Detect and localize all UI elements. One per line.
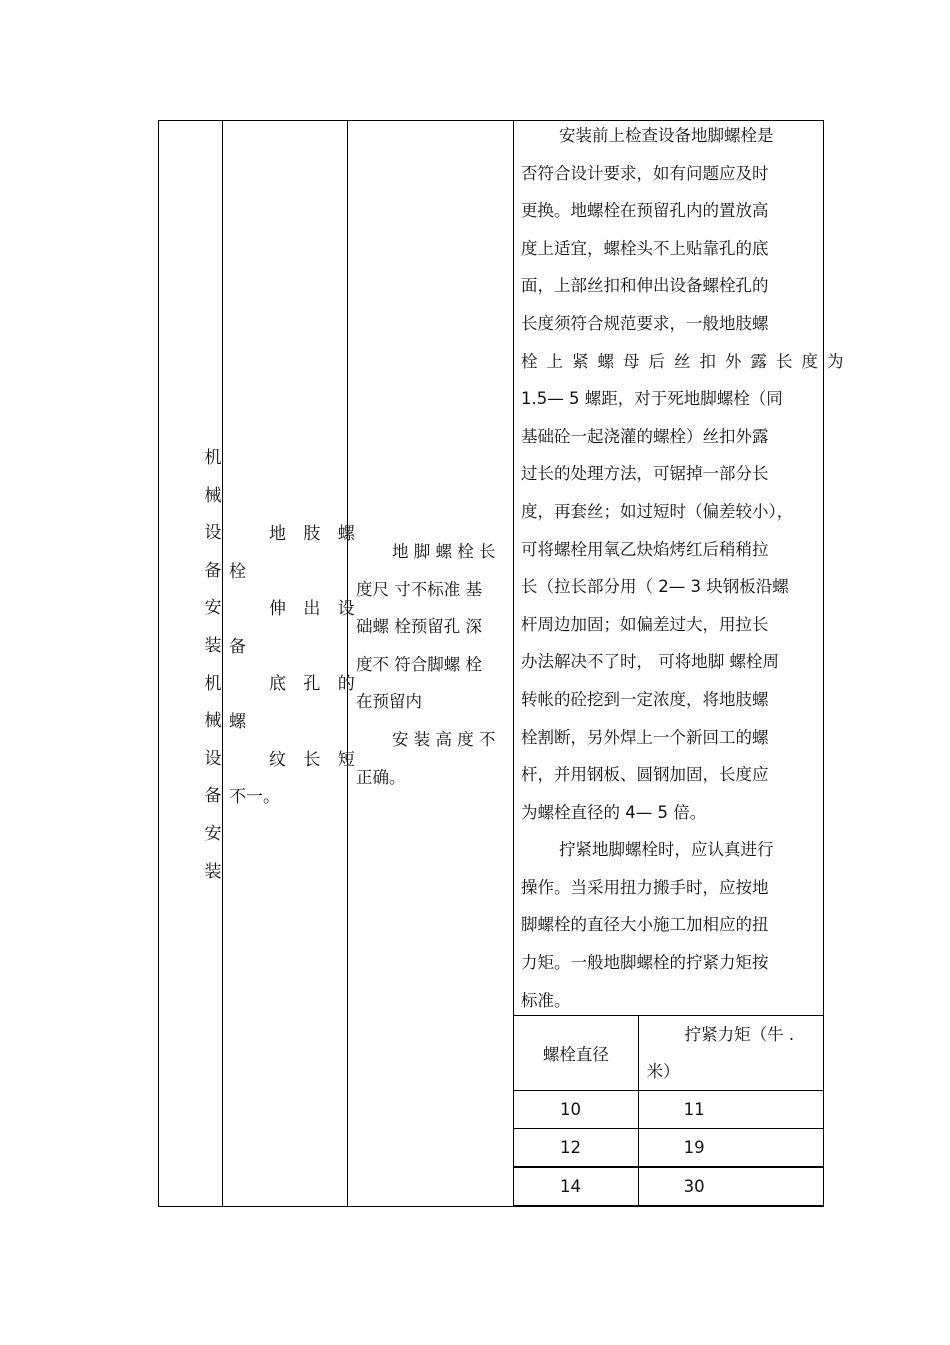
- problem-column: [229, 516, 361, 817]
- remedy-line: 否符合设计要求，如有问题应及时: [521, 163, 769, 183]
- remedy-line: 栓割断，另外焊上一个新回工的螺: [521, 727, 769, 747]
- category-char: 备: [204, 786, 222, 807]
- cause-line: 正确。: [356, 767, 406, 787]
- torque-table: [513, 1015, 824, 1206]
- category-char: 装: [204, 635, 222, 656]
- cause-line: 础螺 栓预留孔 深: [356, 617, 482, 637]
- problem-line: 螺: [229, 711, 246, 732]
- remedy-line: 1.5— 5 螺距，对于死地脚螺栓（同: [521, 389, 783, 409]
- remedy-line: 拧紧地脚螺栓时，应认真进行: [559, 840, 774, 860]
- category-char: 设: [204, 748, 222, 769]
- table-row: [514, 1129, 824, 1168]
- cause-line: 在预留内: [356, 692, 422, 712]
- category-char: 机: [204, 448, 222, 468]
- category-char: 安: [204, 598, 222, 619]
- remedy-line: 更换。地螺栓在预留孔内的置放高: [521, 201, 769, 221]
- category-char: 安: [204, 823, 222, 844]
- remedy-line: 栓上紧螺母后丝扣外露长度为: [521, 351, 853, 371]
- category-char: 设: [204, 523, 222, 544]
- header-torque-line1: 拧紧力矩（牛 .: [684, 1025, 795, 1044]
- category-column: [196, 440, 230, 891]
- cause-line: 地 脚 螺 栓 长: [392, 542, 496, 561]
- header-diameter: 螺栓直径: [514, 1016, 639, 1091]
- remedy-line: 杆周边加固；如偏差过大，用拉长: [521, 614, 769, 634]
- table-row: [514, 1167, 824, 1206]
- cause-line: 度不 符合脚螺 栓: [356, 654, 482, 674]
- remedy-line: 度上适宜，螺栓头不上贴靠孔的底: [521, 238, 769, 258]
- category-char: 械: [204, 711, 222, 732]
- header-torque: [638, 1016, 823, 1091]
- torque-cell: 19: [638, 1129, 823, 1168]
- torque-cell: 11: [638, 1091, 823, 1129]
- remedy-line: 可将螺栓用氧乙炔焰烤红后稍稍拉: [521, 539, 769, 559]
- torque-cell: 30: [638, 1167, 823, 1206]
- diameter-cell: 10: [514, 1091, 639, 1129]
- problem-line: 纹 长 短: [269, 749, 361, 770]
- problem-line: 伸 出 设: [269, 599, 361, 620]
- table-row: [514, 1091, 824, 1129]
- remedy-line: 安装前上检查设备地脚螺栓是: [559, 126, 774, 145]
- remedy-line: 标准。: [521, 990, 571, 1010]
- category-char: 装: [204, 861, 222, 882]
- torque-table-header: [514, 1016, 824, 1091]
- remedy-line: 办法解决不了时， 可将地脚 螺栓周: [521, 652, 779, 672]
- remedy-line: 长（拉长部分用（ 2— 3 块钢板沿螺: [521, 577, 789, 597]
- remedy-line: 过长的处理方法，可锯掉一部分长: [521, 464, 769, 484]
- category-char: 机: [204, 673, 222, 694]
- problem-line: 备: [229, 636, 246, 657]
- cause-line: 安 装 高 度 不: [392, 729, 496, 749]
- problem-line: 地 肢 螺: [269, 524, 361, 544]
- remedy-line: 脚螺栓的直径大小施工加相应的扭: [521, 915, 769, 935]
- remedy-line: 操作。当采用扭力搬手时，应按地: [521, 877, 769, 897]
- header-torque-line2: 米）: [646, 1062, 680, 1081]
- column-divider: [347, 120, 348, 1207]
- diameter-cell: 14: [514, 1167, 639, 1206]
- problem-line: 不一。: [229, 787, 280, 808]
- remedy-line: 转帐的砼挖到一定浓度，将地肢螺: [521, 689, 769, 709]
- remedy-line: 面，上部丝扣和伸出设备螺栓孔的: [521, 276, 769, 296]
- remedy-line: 力矩。一般地脚螺栓的拧紧力矩按: [521, 953, 769, 973]
- cause-line: 度尺 寸不标准 基: [356, 579, 482, 599]
- remedy-line: 度，再套丝；如过短时（偏差较小），: [521, 501, 794, 521]
- remedy-column: [521, 117, 853, 1019]
- remedy-line: 长度须符合规范要求，一般地肢螺: [521, 313, 769, 333]
- diameter-cell: 12: [514, 1129, 639, 1168]
- problem-line: 栓: [229, 561, 246, 582]
- remedy-line: 杆，并用钢板、圆钢加固，长度应: [521, 765, 769, 785]
- problem-line: 底 孔 的: [269, 674, 361, 695]
- cause-column: [356, 533, 506, 796]
- remedy-line: 为螺栓直径的 4— 5 倍。: [521, 802, 707, 822]
- category-char: 械: [204, 485, 222, 506]
- remedy-line: 基础砼一起浇灌的螺栓）丝扣外露: [521, 426, 769, 446]
- category-char: 备: [204, 560, 222, 581]
